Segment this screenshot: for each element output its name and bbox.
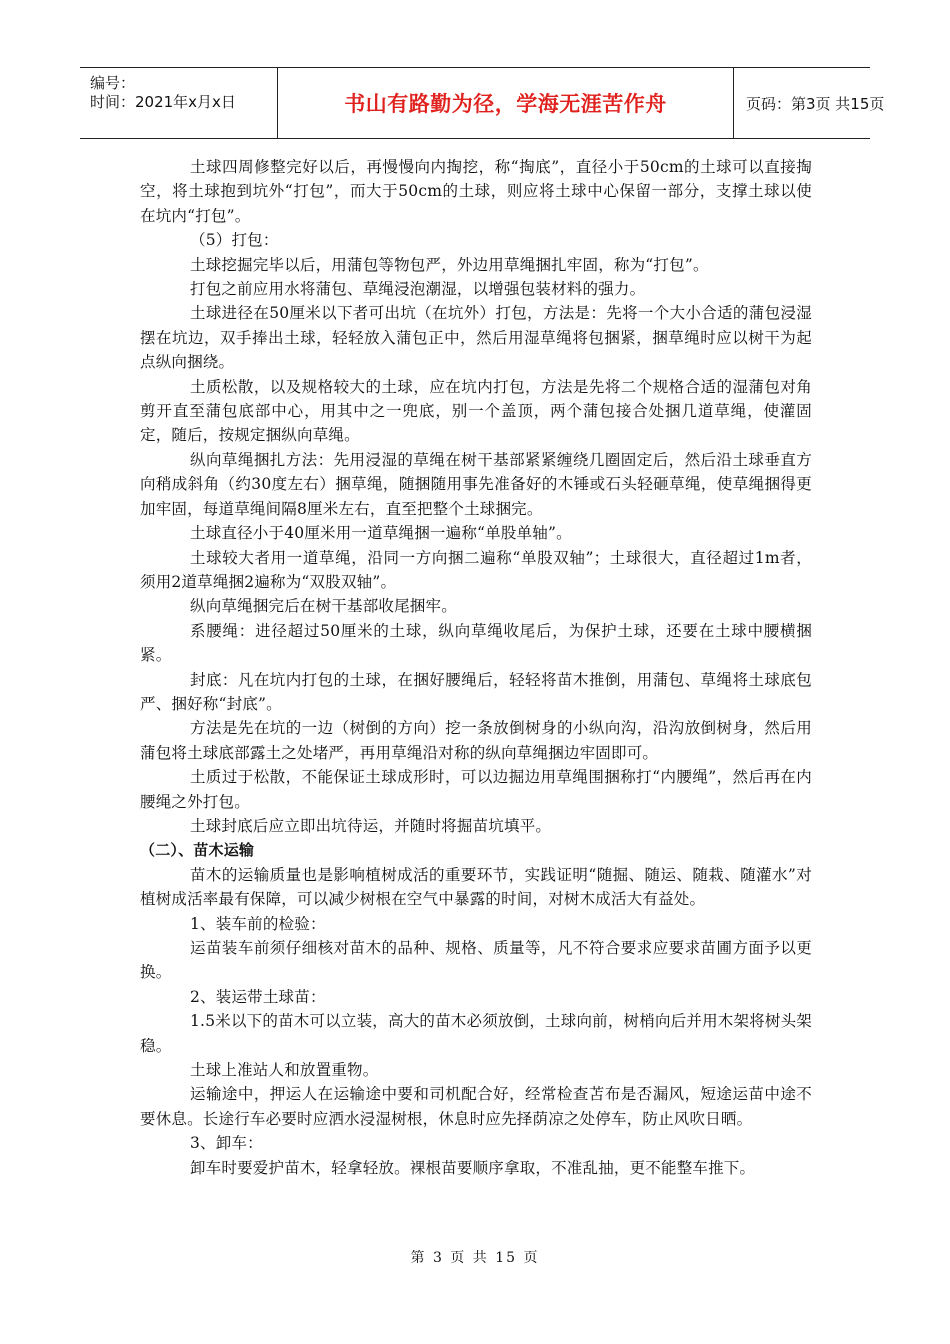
paragraph: 土球挖掘完毕以后，用蒲包等物包严，外边用草绳捆扎牢固，称为“打包”。 — [190, 255, 709, 274]
paragraph: 运输途中，押运人在运输途中要和司机配合好，经常检查苫布是否漏风，短途运苗中途不要休息。长途行车必要时应洒水浸湿树根，休息时应先择荫凉之处停车，防止风吹日晒。 — [140, 1085, 812, 1128]
paragraph: 土球四周修整完好以后，再慢慢向内掏挖，称“掏底”，直径小于50cm的土球可以直接掏空，将土球抱到坑外“打包”，而大于50cm的土球，则应将土球中心保留一部分，支撑土球以使在坑内“打包”。 — [140, 158, 812, 225]
paragraph: 封底：凡在坑内打包的土球，在捆好腰绳后，轻轻将苗木推倒，用蒲包、草绳将土球底包严、捆好称“封底”。 — [140, 670, 812, 713]
paragraph: 土球封底后应立即出坑待运，并随时将掘苗坑填平。 — [190, 816, 552, 835]
paragraph: 打包之前应用水将蒲包、草绳浸泡潮湿，以增强包装材料的强力。 — [190, 280, 646, 299]
paragraph: 土质松散，以及规格较大的土球，应在坑内打包，方法是先将二个规格合适的湿蒲包对角剪开直至蒲包底部中心，用其中之一兜底，别一个盖顶，两个蒲包接合处捆几道草绳，使灌固定，随后，按规定捆纵向草绳。 — [140, 377, 812, 445]
paragraph: 方法是先在坑的一边（树倒的方向）挖一条放倒树身的小纵向沟，沿沟放倒树身，然后用蒲包将土球底部露土之处堵严，再用草绳沿对称的纵向草绳捆边牢固即可。 — [140, 719, 812, 762]
header-page-number: 页码：第3页 共15页 — [746, 94, 885, 113]
header-meta — [80, 68, 278, 138]
header-motto: 书山有路勤为径，学海无涯苦作舟 — [278, 68, 734, 138]
paragraph: 系腰绳：进径超过50厘米的土球，纵向草绳收尾后，为保护土球，还要在土球中腰横捆紧。 — [140, 621, 812, 665]
page-footer: 第 3 页 共 15 页 — [410, 1250, 540, 1266]
paragraph: 土球上准站人和放置重物。 — [190, 1061, 379, 1080]
code-label: 编号： — [90, 74, 136, 92]
paragraph: 运苗装车前须仔细核对苗木的品种、规格、质量等，凡不符合要求应要求苗圃方面予以更换。 — [140, 939, 812, 982]
paragraph: （5）打包： — [190, 231, 279, 250]
page-header — [80, 67, 885, 139]
date-label: 时间：2021年x月x日 — [90, 93, 236, 111]
paragraph: 土球直径小于40厘米用一道草绳捆一遍称“单股单轴”。 — [190, 524, 572, 543]
paragraph: 2、装运带土球苗： — [190, 987, 326, 1006]
section-heading: （二）、苗木运输 — [140, 841, 255, 860]
paragraph: 土质过于松散，不能保证土球成形时，可以边掘边用草绳围捆称打“内腰绳”，然后再在内腰绳之外打包。 — [140, 768, 812, 811]
paragraph: 1.5米以下的苗木可以立装，高大的苗木必须放倒，土球向前，树梢向后并用木架将树头架稳。 — [140, 1012, 812, 1055]
paragraph: 土球较大者用一道草绳，沿同一方向捆二遍称“单股双轴”；土球很大，直径超过1m者，须用2道草绳捆2遍称为“双股双轴”。 — [140, 548, 812, 591]
paragraph: 苗木的运输质量也是影响植树成活的重要环节，实践证明“随掘、随运、随栽、随灌水”对植树成活率最有保障，可以减少树根在空气中暴露的时间，对树木成活大有益处。 — [140, 865, 812, 909]
document-body — [140, 155, 812, 1180]
paragraph: 纵向草绳捆完后在树干基部收尾捆牢。 — [190, 597, 457, 616]
paragraph: 3、卸车： — [190, 1134, 263, 1153]
paragraph: 1、装车前的检验： — [190, 914, 326, 933]
paragraph: 纵向草绳捆扎方法：先用浸湿的草绳在树干基部紧紧缠绕几圈固定后，然后沿土球垂直方向稍成斜角（约30度左右）捆草绳，随捆随用事先准备好的木锤或石头轻砸草绳，使草绳捆得更加牢固，每道草绳间隔8厘米左右，直至把整个土球捆完。 — [140, 450, 812, 518]
paragraph: 土球进径在50厘米以下者可出坑（在坑外）打包，方法是：先将一个大小合适的蒲包浸湿摆在坑边，双手捧出土球，轻轻放入蒲包正中，然后用湿草绳将包捆紧，捆草绳时应以树干为起点纵向捆绕。 — [140, 304, 812, 372]
paragraph: 卸车时要爱护苗木，轻拿轻放。裸根苗要顺序拿取，不准乱抽，更不能整车推下。 — [190, 1158, 756, 1177]
